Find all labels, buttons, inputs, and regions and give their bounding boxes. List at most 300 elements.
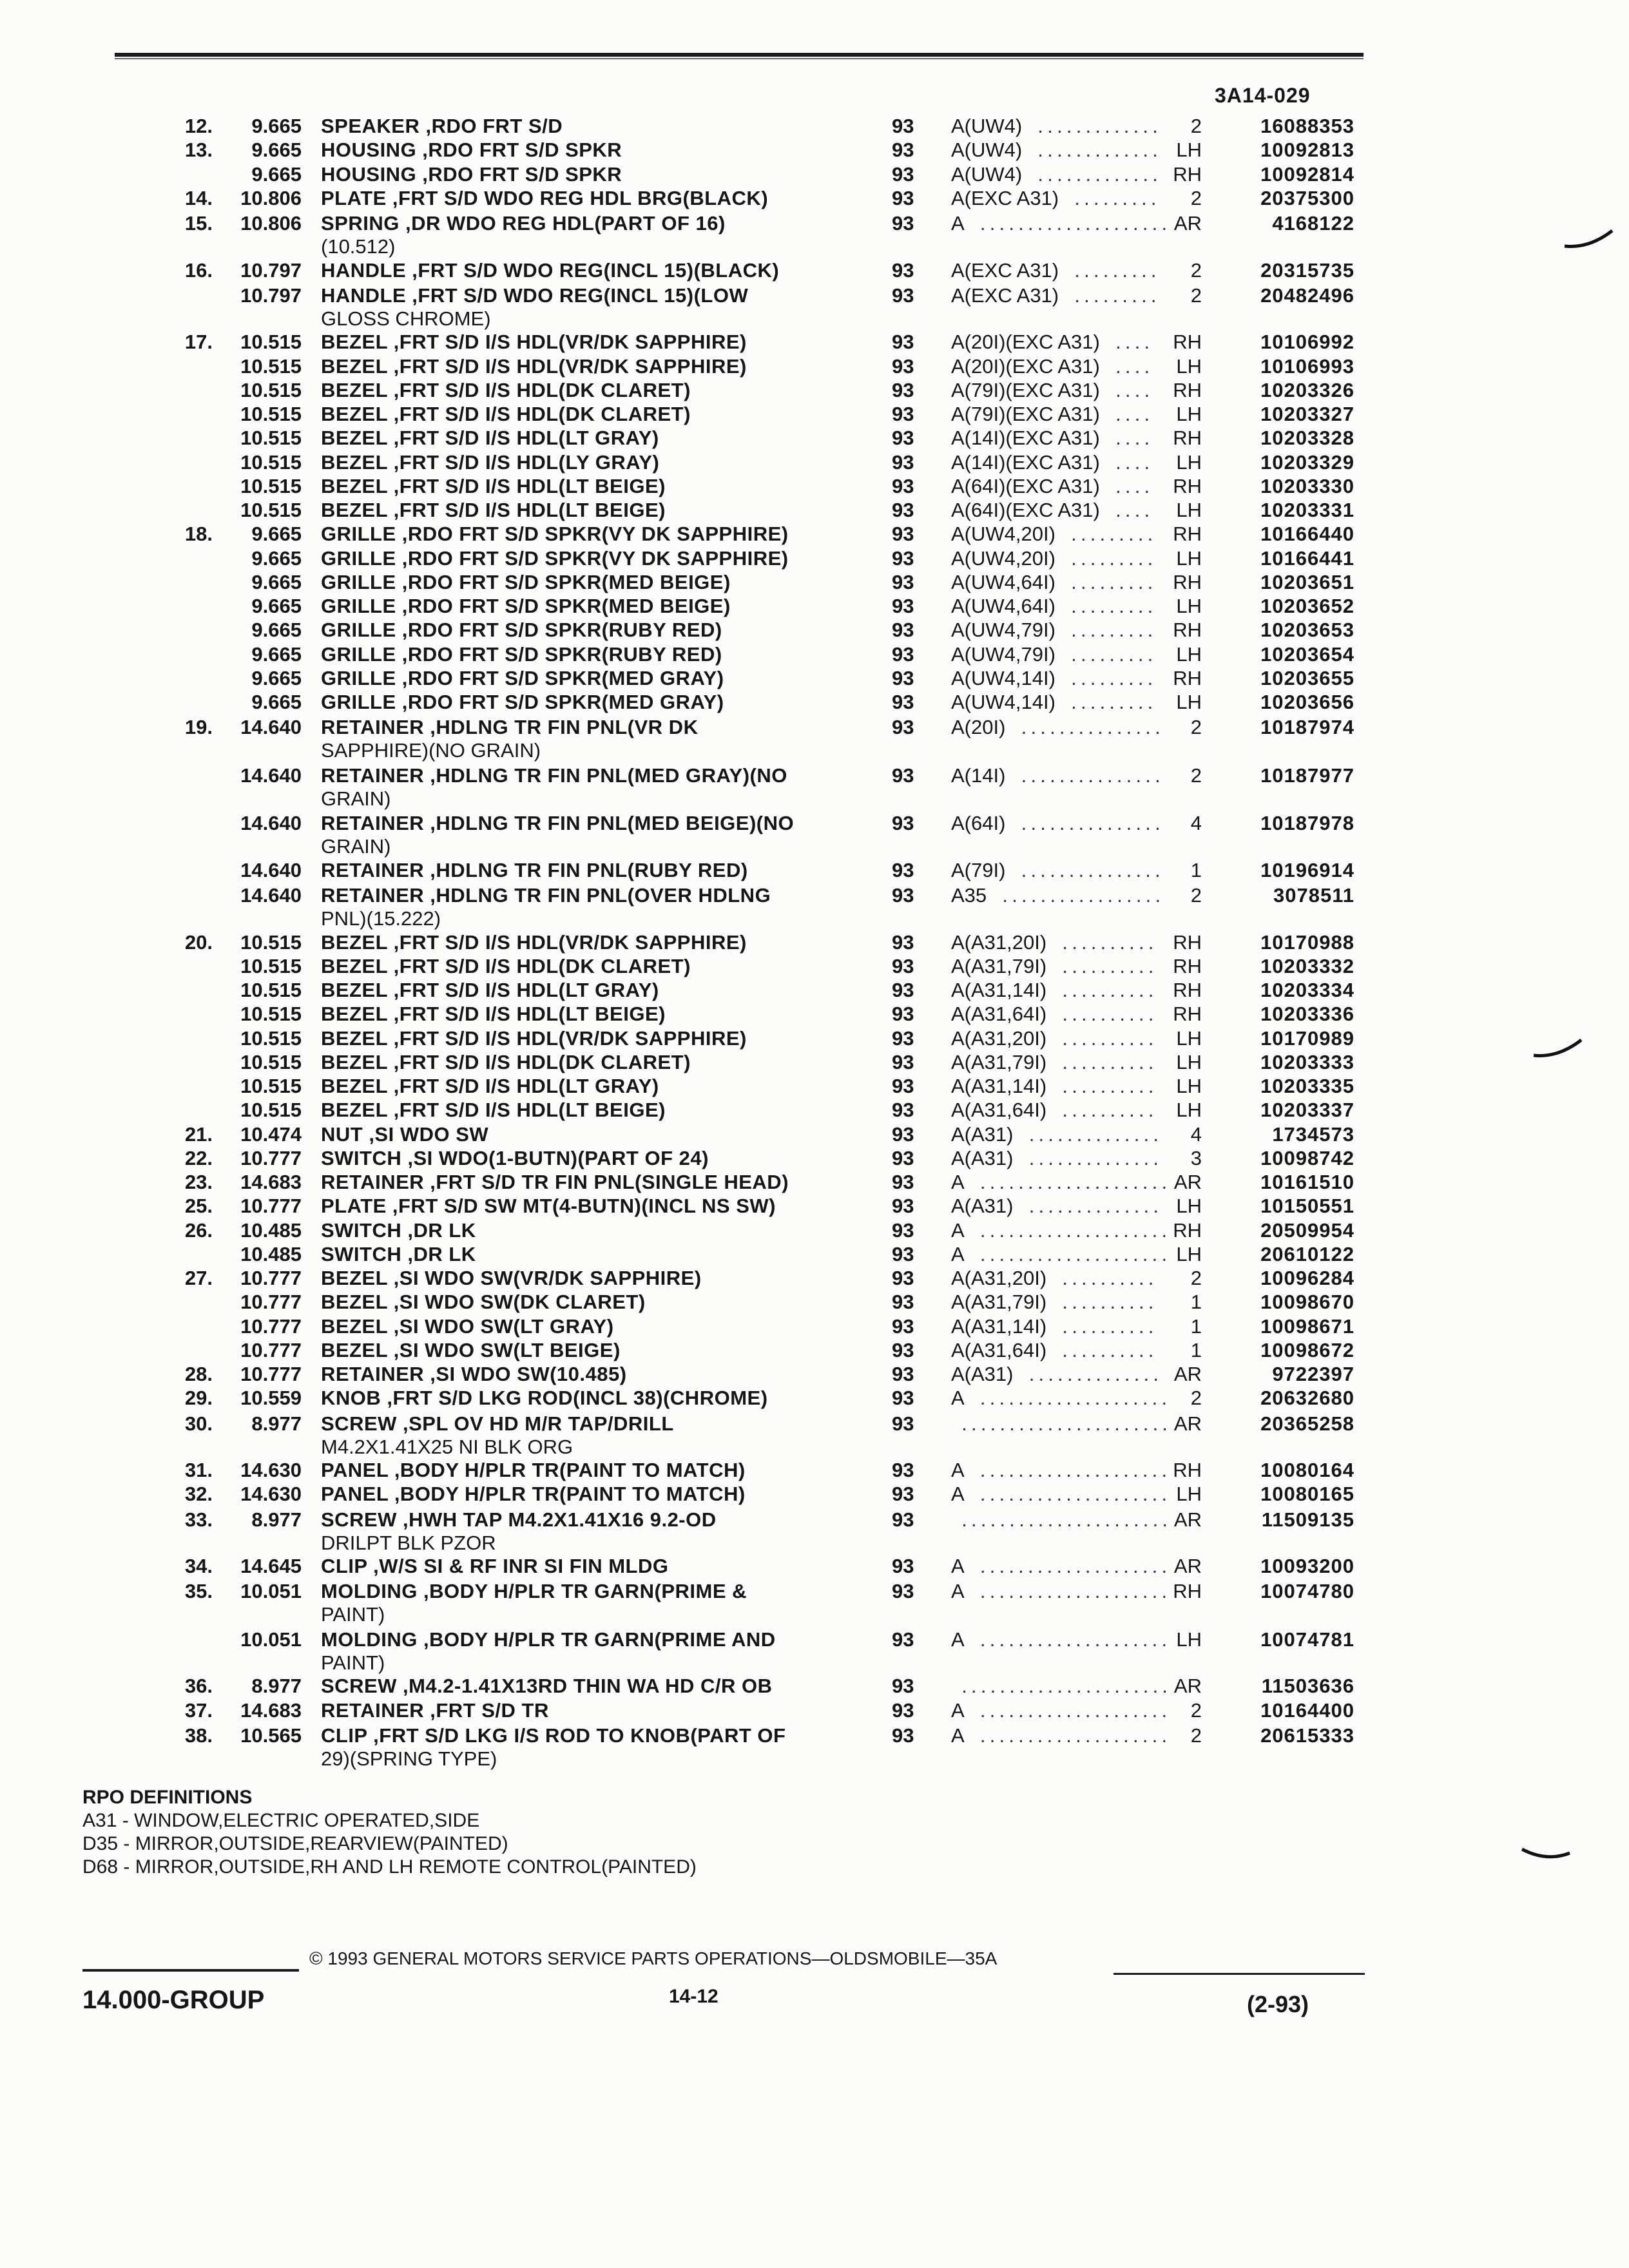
quantity: LH [1176,546,1202,570]
part-number: 10203654 [1260,642,1354,666]
part-description: KNOB ,FRT S/D LKG ROD(INCL 38)(CHROME) [321,1387,768,1410]
group-number: 10.051 [240,1628,302,1651]
ref-number: 14. [184,186,213,209]
part-description: BEZEL ,FRT S/D I/S HDL(LT BEIGE) [321,1003,666,1026]
part-number: 10080164 [1260,1459,1354,1481]
model-year: 93 [892,1075,914,1097]
group-number: 9.665 [251,546,302,570]
part-description: RETAINER ,FRT S/D TR FIN PNL(SINGLE HEAD) [321,1171,789,1193]
part-description-continued: 29)(SPRING TYPE) [321,1747,497,1770]
leader-dots: . . . . . . . . . . . . . . . . . . . . [976,1580,1168,1603]
usage-note: A(UW4,64I) [951,595,1055,617]
part-number: 10203327 [1260,403,1354,425]
usage-note: A [951,1580,965,1603]
top-rule-tail [115,58,1364,59]
leader-dots: . . . . . . . . . . [1058,954,1154,977]
quantity: 2 [1190,1387,1202,1410]
part-number: 20375300 [1260,186,1354,209]
part-description: HANDLE ,FRT S/D WDO REG(INCL 15)(LOW [321,284,749,307]
leader-dots: . . . . [1111,331,1150,354]
leader-dots: . . . . . . . . . [1066,691,1153,713]
model-year: 93 [892,1580,914,1603]
group-number: 10.777 [240,1195,302,1218]
part-description-continued: DRILPT BLK PZOR [321,1531,496,1554]
part-number: 10187977 [1260,764,1354,787]
quantity: LH [1176,403,1202,425]
part-number: 10203656 [1260,691,1354,713]
group-number: 9.665 [251,115,302,137]
leader-dots: . . . . . . . . . . . . . . . . . . . . [976,212,1168,235]
part-number: 20315735 [1260,258,1354,282]
part-number: 10203333 [1260,1050,1354,1073]
quantity: 1 [1190,1314,1202,1338]
part-description: SWITCH ,SI WDO(1-BUTN)(PART OF 24) [321,1146,709,1169]
leader-dots: . . . . . . . . . . . . . . [1025,1195,1159,1218]
part-description: MOLDING ,BODY H/PLR TR GARN(PRIME & [321,1580,747,1603]
quantity: LH [1176,1075,1202,1097]
part-description-continued: GRAIN) [321,787,391,810]
part-description: CLIP ,FRT S/D LKG I/S ROD TO KNOB(PART OF [321,1724,786,1747]
part-description: RETAINER ,HDLNG TR FIN PNL(OVER HDLNG [321,884,771,907]
part-number: 20610122 [1260,1242,1354,1265]
usage-note: A(UW4,20I) [951,546,1055,570]
group-number: 10.777 [240,1146,302,1169]
part-description: PANEL ,BODY H/PLR TR(PAINT TO MATCH) [321,1459,746,1481]
quantity: 2 [1190,1267,1202,1289]
model-year: 93 [892,1338,914,1361]
part-description: BEZEL ,FRT S/D I/S HDL(LT BEIGE) [321,474,666,497]
ref-number: 26. [184,1218,213,1242]
quantity: RH [1173,666,1202,689]
part-description: BEZEL ,FRT S/D I/S HDL(LT BEIGE) [321,1099,666,1122]
part-number: 10203329 [1260,450,1354,474]
quantity: LH [1176,1099,1202,1122]
model-year: 93 [892,642,914,666]
part-number: 10203336 [1260,1003,1354,1026]
leader-dots: . . . . . . . . . . [1058,1099,1154,1122]
part-description: PLATE ,FRT S/D SW MT(4-BUTN)(INCL NS SW) [321,1195,776,1218]
usage-note: A(20I)(EXC A31) [951,354,1100,378]
usage-note: A(20I)(EXC A31) [951,331,1100,354]
model-year: 93 [892,1050,914,1073]
usage-note: A(A31) [951,1195,1014,1218]
leader-dots: . . . . [1111,354,1150,378]
model-year: 93 [892,764,914,787]
part-description: GRILLE ,RDO FRT S/D SPKR(VY DK SAPPHIRE) [321,546,789,570]
part-number: 10098670 [1260,1291,1354,1314]
quantity: 2 [1190,716,1202,739]
ref-number: 12. [184,115,213,137]
quantity: LH [1176,1050,1202,1073]
part-row [0,884,1629,930]
group-number: 9.665 [251,642,302,666]
part-description-continued: PAINT) [321,1603,385,1626]
part-number: 20632680 [1260,1387,1354,1410]
part-row [0,284,1629,330]
usage-note: A [951,1242,965,1265]
part-description: RETAINER ,FRT S/D TR [321,1698,549,1722]
leader-dots: . . . . . . . . . [1066,570,1153,593]
part-number: 4168122 [1272,212,1354,235]
leader-dots: . . . . . . . . . . . . . . . . . . . . [976,1555,1168,1577]
quantity: LH [1176,1628,1202,1651]
model-year: 93 [892,354,914,378]
ref-number: 15. [184,212,213,235]
group-number: 10.515 [240,930,302,954]
group-number: 10.485 [240,1242,302,1265]
quantity: RH [1173,570,1202,593]
group-number: 9.665 [251,619,302,642]
usage-note: A [951,1555,965,1577]
ref-number: 32. [184,1483,213,1506]
group-number: 10.515 [240,499,302,521]
part-description: BEZEL ,FRT S/D I/S HDL(VR/DK SAPPHIRE) [321,930,747,954]
part-description: PANEL ,BODY H/PLR TR(PAINT TO MATCH) [321,1483,746,1506]
group-number: 10.565 [240,1724,302,1747]
quantity: LH [1176,691,1202,713]
part-description-continued: GRAIN) [321,835,391,858]
part-description: BEZEL ,SI WDO SW(VR/DK SAPPHIRE) [321,1267,702,1289]
ref-number: 29. [184,1387,213,1410]
usage-note: A(EXC A31) [951,186,1059,209]
usage-note: A [951,1724,965,1747]
quantity: 2 [1190,1724,1202,1747]
part-description: SWITCH ,DR LK [321,1218,476,1242]
quantity: 2 [1190,1698,1202,1722]
usage-note: A(14I) [951,764,1006,787]
group-number: 10.777 [240,1338,302,1361]
leader-dots: . . . . . . . . . . [1058,1291,1154,1314]
part-description: BEZEL ,FRT S/D I/S HDL(LT BEIGE) [321,499,666,521]
group-number: 8.977 [251,1675,302,1698]
leader-dots: . . . . . . . . . . . . . . . . . . . . . . [958,1412,1168,1435]
part-number: 10150551 [1260,1195,1354,1218]
model-year: 93 [892,1291,914,1314]
part-number: 10203655 [1260,666,1354,689]
group-number: 10.515 [240,1026,302,1050]
quantity: RH [1173,619,1202,642]
part-number: 10170989 [1260,1026,1354,1050]
group-number: 14.640 [240,812,302,835]
rpo-item: A31 - WINDOW,ELECTRIC OPERATED,SIDE [82,1810,480,1831]
footer-rule-left [82,1969,299,1972]
leader-dots: . . . . . . . . . [1066,642,1153,666]
ref-number: 31. [184,1459,213,1481]
group-number: 14.683 [240,1171,302,1193]
part-row [0,1724,1629,1770]
part-description: PLATE ,FRT S/D WDO REG HDL BRG(BLACK) [321,186,769,209]
leader-dots: . . . . . . . . . . . . . . . [1017,716,1161,739]
quantity: LH [1176,139,1202,162]
part-description: GRILLE ,RDO FRT S/D SPKR(RUBY RED) [321,619,722,642]
leader-dots: . . . . . . . . . . . . . . . . . . . . [976,1387,1168,1410]
group-number: 14.630 [240,1459,302,1481]
ref-number: 25. [184,1195,213,1218]
model-year: 93 [892,1122,914,1146]
ref-number: 22. [184,1146,213,1169]
footer-rule-right [1113,1973,1365,1975]
leader-dots: . . . . . . . . . . . . . . . . . . . . . . [958,1508,1168,1531]
usage-note: A(UW4) [951,115,1023,137]
leader-dots: . . . . . . . . . . . . . . . . . . . . [976,1628,1168,1651]
usage-note: A(64I)(EXC A31) [951,474,1100,497]
model-year: 93 [892,1242,914,1265]
ref-number: 16. [184,258,213,282]
footer-date: (2-93) [1247,1991,1309,2017]
model-year: 93 [892,1675,914,1698]
part-description: RETAINER ,HDLNG TR FIN PNL(VR DK [321,716,699,739]
part-number: 10203335 [1260,1075,1354,1097]
group-number: 14.683 [240,1698,302,1722]
part-number: 10203326 [1260,378,1354,401]
leader-dots: . . . . . . . . . . . . . . [1025,1363,1159,1385]
leader-dots: . . . . . . . . . [1070,186,1157,209]
part-number: 11503636 [1261,1675,1354,1698]
usage-note: A(A31,14I) [951,979,1047,1001]
part-description: SCREW ,M4.2-1.41X13RD THIN WA HD C/R OB [321,1675,773,1698]
usage-note: A(A31,79I) [951,1050,1047,1073]
quantity: LH [1176,595,1202,617]
model-year: 93 [892,1003,914,1026]
ref-number: 20. [184,930,213,954]
usage-note: A(UW4,20I) [951,523,1055,546]
model-year: 93 [892,570,914,593]
ref-number: 37. [184,1698,213,1722]
ref-number: 13. [184,139,213,162]
model-year: 93 [892,162,914,186]
part-number: 3078511 [1273,884,1354,907]
ref-number: 21. [184,1122,213,1146]
part-row [0,764,1629,810]
model-year: 93 [892,1412,914,1435]
quantity: RH [1173,1218,1202,1242]
usage-note: A [951,1387,965,1410]
model-year: 93 [892,884,914,907]
quantity: 4 [1190,812,1202,835]
part-description: BEZEL ,FRT S/D I/S HDL(LT GRAY) [321,979,659,1001]
leader-dots: . . . . . . . . . . . . . . . [1017,858,1161,881]
model-year: 93 [892,523,914,546]
quantity: RH [1173,954,1202,977]
group-number: 8.977 [251,1412,302,1435]
model-year: 93 [892,1146,914,1169]
leader-dots: . . . . [1111,499,1150,521]
group-number: 10.777 [240,1363,302,1385]
quantity: LH [1176,1026,1202,1050]
quantity: LH [1176,642,1202,666]
model-year: 93 [892,1483,914,1506]
usage-note: A(UW4,14I) [951,666,1055,689]
part-description-continued: PAINT) [321,1651,385,1674]
usage-note: A [951,1459,965,1481]
part-number: 10093200 [1260,1555,1354,1577]
part-description-continued: PNL)(15.222) [321,907,441,930]
model-year: 93 [892,858,914,881]
group-number: 10.515 [240,1099,302,1122]
group-number: 10.806 [240,186,302,209]
part-number: 10203652 [1260,595,1354,617]
model-year: 93 [892,1363,914,1385]
model-year: 93 [892,1555,914,1577]
usage-note: A [951,1698,965,1722]
usage-note: A(UW4,79I) [951,619,1055,642]
ref-number: 28. [184,1363,213,1385]
leader-dots: . . . . . . . . . . . . . . . . . . . . [976,1724,1168,1747]
usage-note: A(A31,64I) [951,1338,1047,1361]
part-description: BEZEL ,FRT S/D I/S HDL(VR/DK SAPPHIRE) [321,331,747,354]
usage-note: A [951,212,965,235]
part-description-continued: (10.512) [321,235,396,258]
leader-dots: . . . . . . . . . [1066,523,1153,546]
leader-dots: . . . . [1111,378,1150,401]
part-number: 10096284 [1260,1267,1354,1289]
part-description: CLIP ,W/S SI & RF INR SI FIN MLDG [321,1555,669,1577]
model-year: 93 [892,258,914,282]
group-number: 10.806 [240,212,302,235]
leader-dots: . . . . . . . . . . . . . . . . . . . . [976,1218,1168,1242]
quantity: RH [1173,1459,1202,1481]
part-number: 10098671 [1260,1314,1354,1338]
part-row [0,259,1629,287]
usage-note: A(UW4,64I) [951,570,1055,593]
part-description: BEZEL ,FRT S/D I/S HDL(DK CLARET) [321,1050,691,1073]
usage-note: A(A31,64I) [951,1003,1047,1026]
usage-note: A(UW4) [951,162,1023,186]
leader-dots: . . . . . . . . . . . . . . . . . . . . [976,1459,1168,1481]
leader-dots: . . . . . . . . . [1066,546,1153,570]
part-row [0,187,1629,215]
quantity: 2 [1190,284,1202,307]
group-number: 10.515 [240,1075,302,1097]
part-number: 10187974 [1260,716,1354,739]
footer-group: 14.000-GROUP [82,1986,265,2014]
ref-number: 38. [184,1724,213,1747]
model-year: 93 [892,1026,914,1050]
part-number: 10203651 [1260,570,1354,593]
model-year: 93 [892,474,914,497]
leader-dots: . . . . . . . . . [1066,619,1153,642]
quantity: LH [1176,450,1202,474]
model-year: 93 [892,186,914,209]
part-number: 20482496 [1260,284,1354,307]
usage-note: A(A31,20I) [951,930,1047,954]
usage-note: A [951,1171,965,1193]
model-year: 93 [892,284,914,307]
part-row [0,1699,1629,1727]
model-year: 93 [892,212,914,235]
part-number: 11509135 [1261,1508,1354,1531]
model-year: 93 [892,1099,914,1122]
model-year: 93 [892,930,914,954]
model-year: 93 [892,691,914,713]
group-number: 10.474 [240,1122,302,1146]
part-description: SWITCH ,DR LK [321,1242,476,1265]
leader-dots: . . . . . . . . . . . . . [1034,115,1158,137]
part-description: GRILLE ,RDO FRT S/D SPKR(MED BEIGE) [321,595,731,617]
quantity: RH [1173,378,1202,401]
quantity: AR [1173,212,1202,235]
part-row [0,1555,1629,1583]
group-number: 10.515 [240,450,302,474]
part-description: GRILLE ,RDO FRT S/D SPKR(MED BEIGE) [321,570,731,593]
ref-number: 36. [184,1675,213,1698]
leader-dots: . . . . . . . . . . [1058,979,1154,1001]
leader-dots: . . . . . . . . . . . . . . . [1017,812,1161,835]
part-description: BEZEL ,SI WDO SW(LT BEIGE) [321,1338,621,1361]
leader-dots: . . . . . . . . . . . . . . . . . . . . [976,1242,1168,1265]
leader-dots: . . . . . . . . . . . . . . . . . . . . [976,1171,1168,1193]
leader-dots: . . . . . . . . . . . . . . [1025,1122,1159,1146]
model-year: 93 [892,1314,914,1338]
group-number: 9.665 [251,595,302,617]
part-description: RETAINER ,HDLNG TR FIN PNL(MED GRAY)(NO [321,764,787,787]
part-number: 10203328 [1260,427,1354,450]
part-number: 10161510 [1260,1171,1354,1193]
usage-note: A(UW4,14I) [951,691,1055,713]
model-year: 93 [892,1724,914,1747]
part-description: BEZEL ,FRT S/D I/S HDL(LT GRAY) [321,427,659,450]
part-row [0,212,1629,258]
leader-dots: . . . . . . . . . . . . . . . . . . . . [976,1698,1168,1722]
part-number: 10080165 [1260,1483,1354,1506]
part-row [0,1387,1629,1415]
group-number: 10.515 [240,474,302,497]
model-year: 93 [892,115,914,137]
part-number: 10074780 [1260,1580,1354,1603]
top-rule [115,53,1364,57]
quantity: 2 [1190,115,1202,137]
part-number: 10203330 [1260,474,1354,497]
rpo-definitions [82,1786,697,1879]
part-description: BEZEL ,FRT S/D I/S HDL(DK CLARET) [321,378,691,401]
quantity: RH [1173,474,1202,497]
group-number: 14.640 [240,764,302,787]
page-code: 3A14-029 [1215,84,1311,107]
group-number: 10.515 [240,378,302,401]
group-number: 10.515 [240,979,302,1001]
model-year: 93 [892,378,914,401]
usage-note: A(A31,14I) [951,1314,1047,1338]
leader-dots: . . . . [1111,427,1150,450]
part-number: 10187978 [1260,812,1354,835]
part-row [0,812,1629,858]
model-year: 93 [892,1628,914,1651]
part-row [0,1508,1629,1554]
model-year: 93 [892,716,914,739]
leader-dots: . . . . . . . . . . . . . . [1025,1146,1159,1169]
quantity: RH [1173,1580,1202,1603]
group-number: 10.515 [240,1003,302,1026]
leader-dots: . . . . . . . . . . [1058,1026,1154,1050]
group-number: 10.515 [240,354,302,378]
leader-dots: . . . . . . . . . . [1058,1267,1154,1289]
part-description-continued: M4.2X1.41X25 NI BLK ORG [321,1435,574,1458]
quantity: LH [1176,1483,1202,1506]
quantity: LH [1176,1242,1202,1265]
part-number: 10166440 [1260,523,1354,546]
usage-note: A(14I)(EXC A31) [951,427,1100,450]
part-number: 10203331 [1260,499,1354,521]
part-number: 10196914 [1260,858,1354,881]
leader-dots: . . . . . . . . . . [1058,1338,1154,1361]
leader-dots: . . . . . . . . . . [1058,1314,1154,1338]
part-number: 10092813 [1260,139,1354,162]
model-year: 93 [892,1171,914,1193]
group-number: 10.515 [240,427,302,450]
footer-copyright: © 1993 GENERAL MOTORS SERVICE PARTS OPERATIONS—OLDSMOBILE—35A [309,1948,998,1968]
group-number: 10.515 [240,403,302,425]
part-description: BEZEL ,FRT S/D I/S HDL(VR/DK SAPPHIRE) [321,354,747,378]
